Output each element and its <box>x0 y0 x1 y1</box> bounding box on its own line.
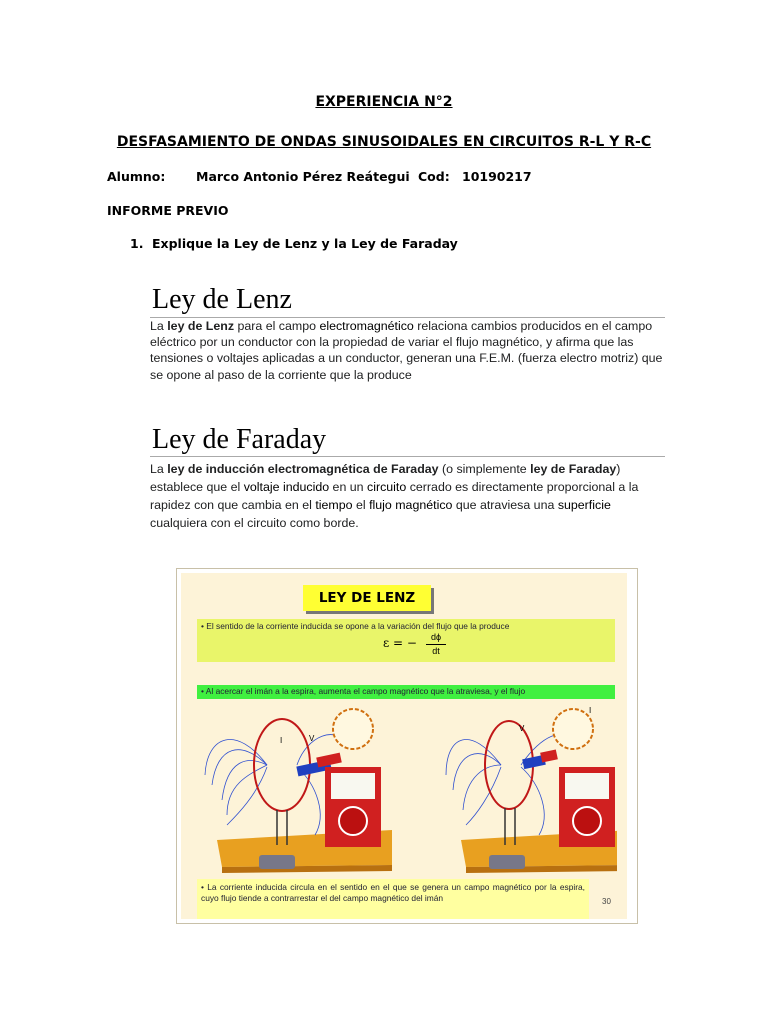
cod-label: Cod: <box>418 169 450 184</box>
formula-denominator: dt <box>432 646 440 656</box>
slide-bullet-1: • El sentido de la corriente inducida se opone a la variación del flujo que la produce <box>201 621 510 631</box>
formula-numerator: dϕ <box>430 632 442 642</box>
slide-bullet-3: • La corriente inducida circula en el sentido en el que se genera un campo magnético por la espira, cuyo flujo tiende a contrarrestar el del campo magnético del imán <box>201 882 585 903</box>
document-subtitle: DESFASAMIENTO DE ONDAS SINUSOIDALES EN CIRCUITOS R-L Y R-C <box>116 134 652 150</box>
faraday-rule <box>150 456 665 457</box>
left-scene <box>205 709 392 873</box>
slide-bullet-3-box <box>197 879 589 919</box>
slide-bullet-2: • Al acercar el imán a la espira, aumenta el campo magnético que la atraviesa, y el flujo <box>201 686 526 696</box>
question-number: 1. <box>130 236 144 251</box>
slide-title: LEY DE LENZ <box>303 585 431 611</box>
lenz-slide-image <box>176 568 638 924</box>
slide-bullet-2-box <box>197 685 615 699</box>
lenz-illustration <box>197 705 617 875</box>
slide-bullet-1-box <box>197 619 615 662</box>
slide-page-number: 30 <box>602 897 611 906</box>
formula-emf: ε = − <box>383 636 417 650</box>
lenz-heading: Ley de Lenz <box>152 284 292 315</box>
faraday-heading: Ley de Faraday <box>152 424 327 455</box>
current-label-right: I <box>589 706 592 715</box>
right-scene <box>446 706 617 873</box>
faraday-paragraph: La ley de inducción electromagnética de Faraday (o simplemente ley de Faraday) establece que el voltaje inducido en un circuito cerrado es directamente proporcional a la rapidez con que cambia en el tiempo el flujo magnético que atraviesa una superficie cualquiera con el circuito como borde. <box>150 462 639 530</box>
velocity-label-right: V <box>519 724 525 733</box>
question-text: Explique la Ley de Lenz y la Ley de Faraday <box>152 236 458 251</box>
velocity-label-left: V <box>309 734 315 743</box>
formula-bar <box>426 644 446 645</box>
current-label-left: I <box>280 736 283 745</box>
alumno-label: Alumno: <box>107 169 166 184</box>
lenz-paragraph: La ley de Lenz para el campo electromagnético relaciona cambios producidos en el campo eléctrico por un conductor con la propiedad de variar el flujo magnético, y afirma que las tensiones o voltajes aplicadas a un conductor, generan una F.E.M. (fuerza electro motriz) que se opone al paso de la corriente que la produce <box>150 319 663 382</box>
document-title: EXPERIENCIA N°2 <box>315 94 453 110</box>
cod-value: 10190217 <box>462 169 532 184</box>
informe-previo-heading: INFORME PREVIO <box>107 203 229 218</box>
alumno-name: Marco Antonio Pérez Reátegui <box>196 169 410 184</box>
